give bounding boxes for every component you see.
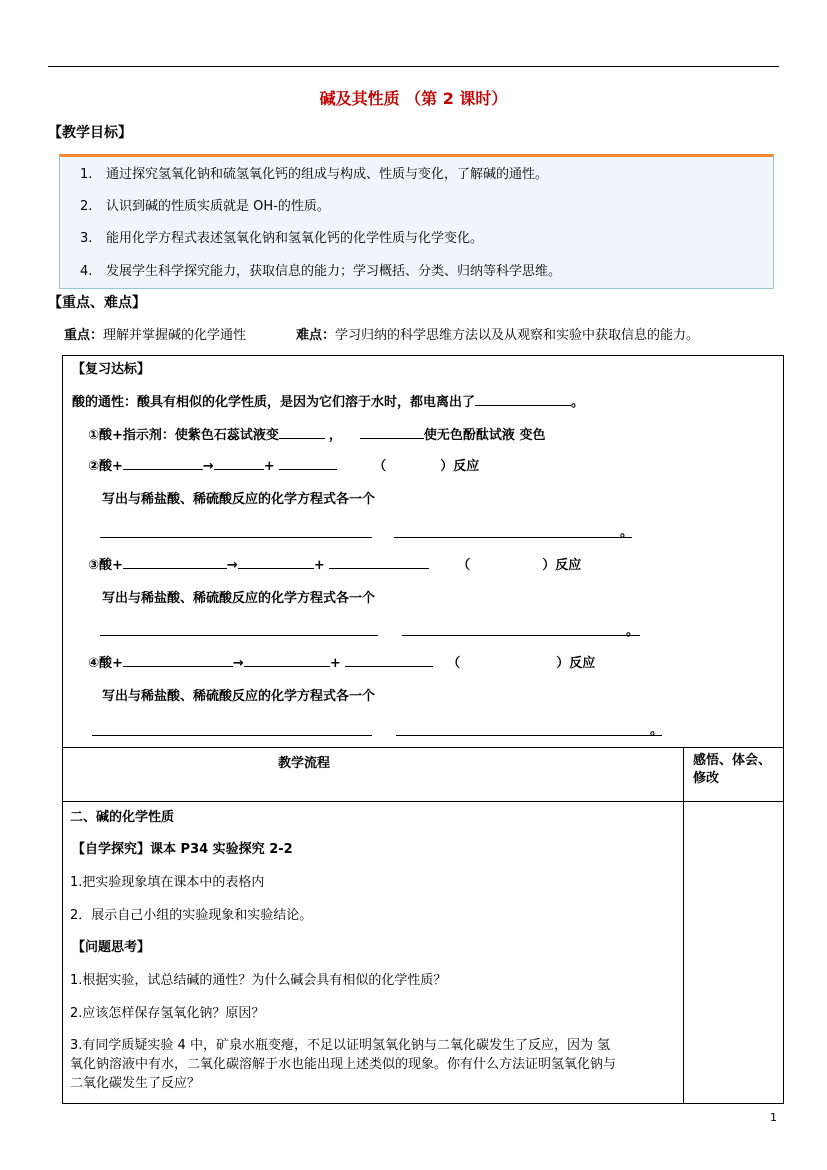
- answer-line[interactable]: [92, 735, 372, 736]
- think-heading: 【问题思考】: [72, 940, 151, 955]
- answer-blank[interactable]: [475, 392, 571, 406]
- objective-item: 1. 通过探究氢氧化钠和硫氢氧化钙的组成与构成、性质与变化，了解碱的通性。: [80, 167, 549, 182]
- answer-blank[interactable]: [123, 653, 233, 667]
- period: 。: [650, 723, 664, 738]
- answer-blank[interactable]: [329, 555, 429, 569]
- answer-blank[interactable]: [214, 456, 264, 470]
- col-header-flow: 教学流程: [278, 756, 331, 771]
- answer-blank[interactable]: [238, 555, 314, 569]
- objective-item: 2. 认识到碱的性质实质就是 OH-的性质。: [80, 199, 330, 214]
- review-item-4: ④酸+ → + （ ）反应: [88, 652, 595, 671]
- answer-blank[interactable]: [279, 425, 325, 439]
- answer-blank[interactable]: [123, 555, 227, 569]
- header-rule: [48, 66, 779, 67]
- difficulty-text: 学习归纳的科学思维方法以及从观察和实验中获取信息的能力。: [335, 328, 700, 343]
- answer-blank[interactable]: [123, 456, 203, 470]
- objectives-box: [59, 154, 774, 289]
- answer-line[interactable]: [100, 635, 378, 636]
- write-instruction: 写出与稀盐酸、稀硫酸反应的化学方程式各一个: [102, 689, 376, 704]
- keypoint-label: 重点：: [64, 328, 104, 343]
- difficulty-line: [296, 324, 699, 343]
- question-3-line-1: 3.有同学质疑实验 4 中，矿泉水瓶变瘪，不足以证明氢氧化钠与二氧化碳发生了反应，因为 氢: [70, 1038, 611, 1053]
- question-3-line-2: 氧化钠溶液中有水，二氧化碳溶解于水也能出现上述类似的现象。你有什么方法证明氢氧化钠与: [70, 1057, 617, 1072]
- col-header-reflection: 感悟、体会、修改: [693, 753, 772, 786]
- review-item-2: ②酸+ → + （ ）反应: [88, 455, 479, 474]
- explore-line: 【自学探究】课本 P34 实验探究 2-2: [72, 842, 293, 857]
- review-intro: 酸的通性：酸具有相似的化学性质，是因为它们溶于水时，都电离出了 。: [72, 391, 584, 410]
- review-item-1: ①酸+指示剂：使紫色石蕊试液变 ， 使无色酚酞试液 变色: [88, 424, 545, 443]
- period: 。: [626, 624, 640, 639]
- review-heading: 【复习达标】: [72, 362, 151, 377]
- answer-blank[interactable]: [244, 653, 330, 667]
- question-2: 2.应该怎样保存氢氧化钠？原因？: [70, 1006, 265, 1021]
- page-title: 碱及其性质 （第 2 课时）: [319, 89, 508, 108]
- answer-line[interactable]: [396, 735, 662, 736]
- keypoints-heading: 【重点、难点】: [48, 295, 146, 311]
- question-3-line-3: 二氧化碳发生了反应？: [70, 1076, 201, 1091]
- objective-item: 4. 发展学生科学探究能力，获取信息的能力；学习概括、分类、归纳等科学思维。: [80, 264, 562, 279]
- review-item-3: ③酸+ → + （ ）反应: [88, 554, 581, 573]
- objectives-heading: 【教学目标】: [48, 125, 132, 141]
- answer-line[interactable]: [402, 635, 640, 636]
- write-instruction: 写出与稀盐酸、稀硫酸反应的化学方程式各一个: [102, 492, 376, 507]
- answer-blank[interactable]: [345, 653, 433, 667]
- answer-line[interactable]: [394, 537, 632, 538]
- step-1: 1.把实验现象填在课本中的表格内: [70, 875, 265, 890]
- step-2: 2．展示自己小组的实验现象和实验结论。: [70, 908, 313, 923]
- answer-blank[interactable]: [279, 456, 337, 470]
- write-instruction: 写出与稀盐酸、稀硫酸反应的化学方程式各一个: [102, 591, 376, 606]
- keypoint-text: 理解并掌握碱的化学通性: [103, 328, 247, 343]
- table-header-divider: [63, 801, 783, 802]
- answer-blank[interactable]: [360, 425, 424, 439]
- question-1: 1.根据实验，试总结碱的通性？为什么碱会具有相似的化学性质？: [70, 973, 447, 988]
- period: 。: [620, 525, 634, 540]
- answer-line[interactable]: [100, 537, 372, 538]
- section-title: 二、碱的化学性质: [70, 810, 175, 825]
- objective-item: 3. 能用化学方程式表述氢氧化钠和氢氧化钙的化学性质与化学变化。: [80, 231, 484, 246]
- keypoints-line: [64, 324, 246, 343]
- page-number: 1: [770, 1111, 777, 1124]
- difficulty-label: 难点：: [296, 328, 336, 343]
